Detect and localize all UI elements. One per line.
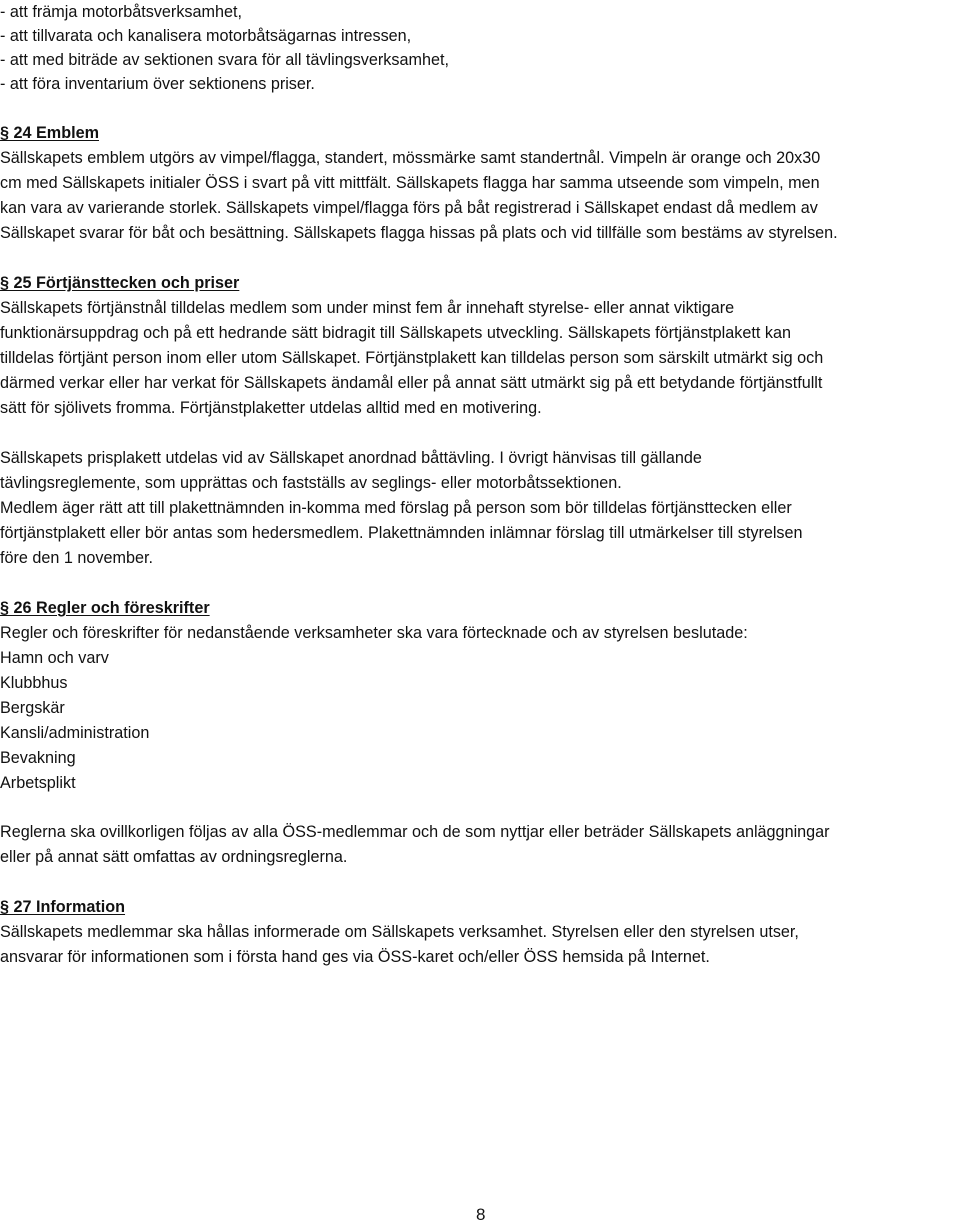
paragraph-line: Sällskapets medlemmar ska hållas informerade om Sällskapets verksamhet. Styrelsen eller den styrelsen utser, xyxy=(0,923,799,941)
paragraph-line: cm med Sällskapets initialer ÖSS i svart på vitt mittfält. Sällskapets flagga har samma utseende som vimpeln, men xyxy=(0,174,820,192)
paragraph-line: tilldelas förtjänt person inom eller utom Sällskapet. Förtjänstplakett kan tilldelas person som särskilt utmärkt sig och xyxy=(0,349,824,367)
list-item: Arbetsplikt xyxy=(0,774,76,792)
list-item: Bevakning xyxy=(0,749,76,767)
paragraph-line: eller på annat sätt omfattas av ordningsreglerna. xyxy=(0,848,348,866)
list-item: - att med biträde av sektionen svara för all tävlingsverksamhet, xyxy=(0,51,449,69)
list-item: - att föra inventarium över sektionens priser. xyxy=(0,75,315,93)
list-item: Bergskär xyxy=(0,699,65,717)
paragraph-line: ansvarar för informationen som i första hand ges via ÖSS-karet och/eller ÖSS hemsida på Internet. xyxy=(0,948,710,966)
paragraph-line: sätt för sjölivets fromma. Förtjänstplaketter utdelas alltid med en motivering. xyxy=(0,399,542,417)
paragraph-line: Sällskapets emblem utgörs av vimpel/flagga, standert, mössmärke samt standertnål. Vimpeln är orange och 20x30 xyxy=(0,149,821,167)
section-heading-27: § 27 Information xyxy=(0,898,126,916)
paragraph-line: Sällskapets prisplakett utdelas vid av Sällskapet anordnad båttävling. I övrigt hänvisas till gällande xyxy=(0,449,702,467)
paragraph-line: kan vara av varierande storlek. Sällskapets vimpel/flagga förs på båt registrerad i Sällskapet endast då medlem av xyxy=(0,199,818,217)
list-item: Klubbhus xyxy=(0,674,68,692)
paragraph-line: tävlingsreglemente, som upprättas och fastställs av seglings- eller motorbåtssektionen. xyxy=(0,474,622,492)
list-item: - att främja motorbåtsverksamhet, xyxy=(0,3,242,21)
paragraph-line: Reglerna ska ovillkorligen följas av alla ÖSS-medlemmar och de som nyttjar eller beträder Sällskapets anläggningar xyxy=(0,823,830,841)
section-heading-26: § 26 Regler och föreskrifter xyxy=(0,599,210,617)
paragraph-line: Sällskapets förtjänstnål tilldelas medlem som under minst fem år innehaft styrelse- eller annat viktigare xyxy=(0,299,735,317)
paragraph-line: före den 1 november. xyxy=(0,549,153,567)
paragraph-line: Medlem äger rätt att till plakettnämnden in-komma med förslag på person som bör tilldelas förtjänsttecken eller xyxy=(0,499,792,517)
paragraph-line: Regler och föreskrifter för nedanstående verksamheter ska vara förtecknade och av styrelsen beslutade: xyxy=(0,624,748,642)
section-heading-25: § 25 Förtjänsttecken och priser xyxy=(0,274,240,292)
list-item: Hamn och varv xyxy=(0,649,109,667)
list-item: Kansli/administration xyxy=(0,724,150,742)
paragraph-line: Sällskapet svarar för båt och besättning. Sällskapets flagga hissas på plats och vid tillfälle som bestäms av styrelsen. xyxy=(0,224,838,242)
section-heading-24: § 24 Emblem xyxy=(0,124,99,142)
paragraph-line: funktionärsuppdrag och på ett hedrande sätt bidragit till Sällskapets utveckling. Sällskapets förtjänstplakett kan xyxy=(0,324,791,342)
page-number: 8 xyxy=(476,1205,486,1224)
paragraph-line: förtjänstplakett eller bör antas som hedersmedlem. Plakettnämnden inlämnar förslag till utmärkelser till styrelsen xyxy=(0,524,803,542)
paragraph-line: därmed verkar eller har verkat för Sällskapets ändamål eller på annat sätt utmärkt sig på ett betydande förtjänstfullt xyxy=(0,374,823,392)
list-item: - att tillvarata och kanalisera motorbåtsägarnas intressen, xyxy=(0,27,412,45)
